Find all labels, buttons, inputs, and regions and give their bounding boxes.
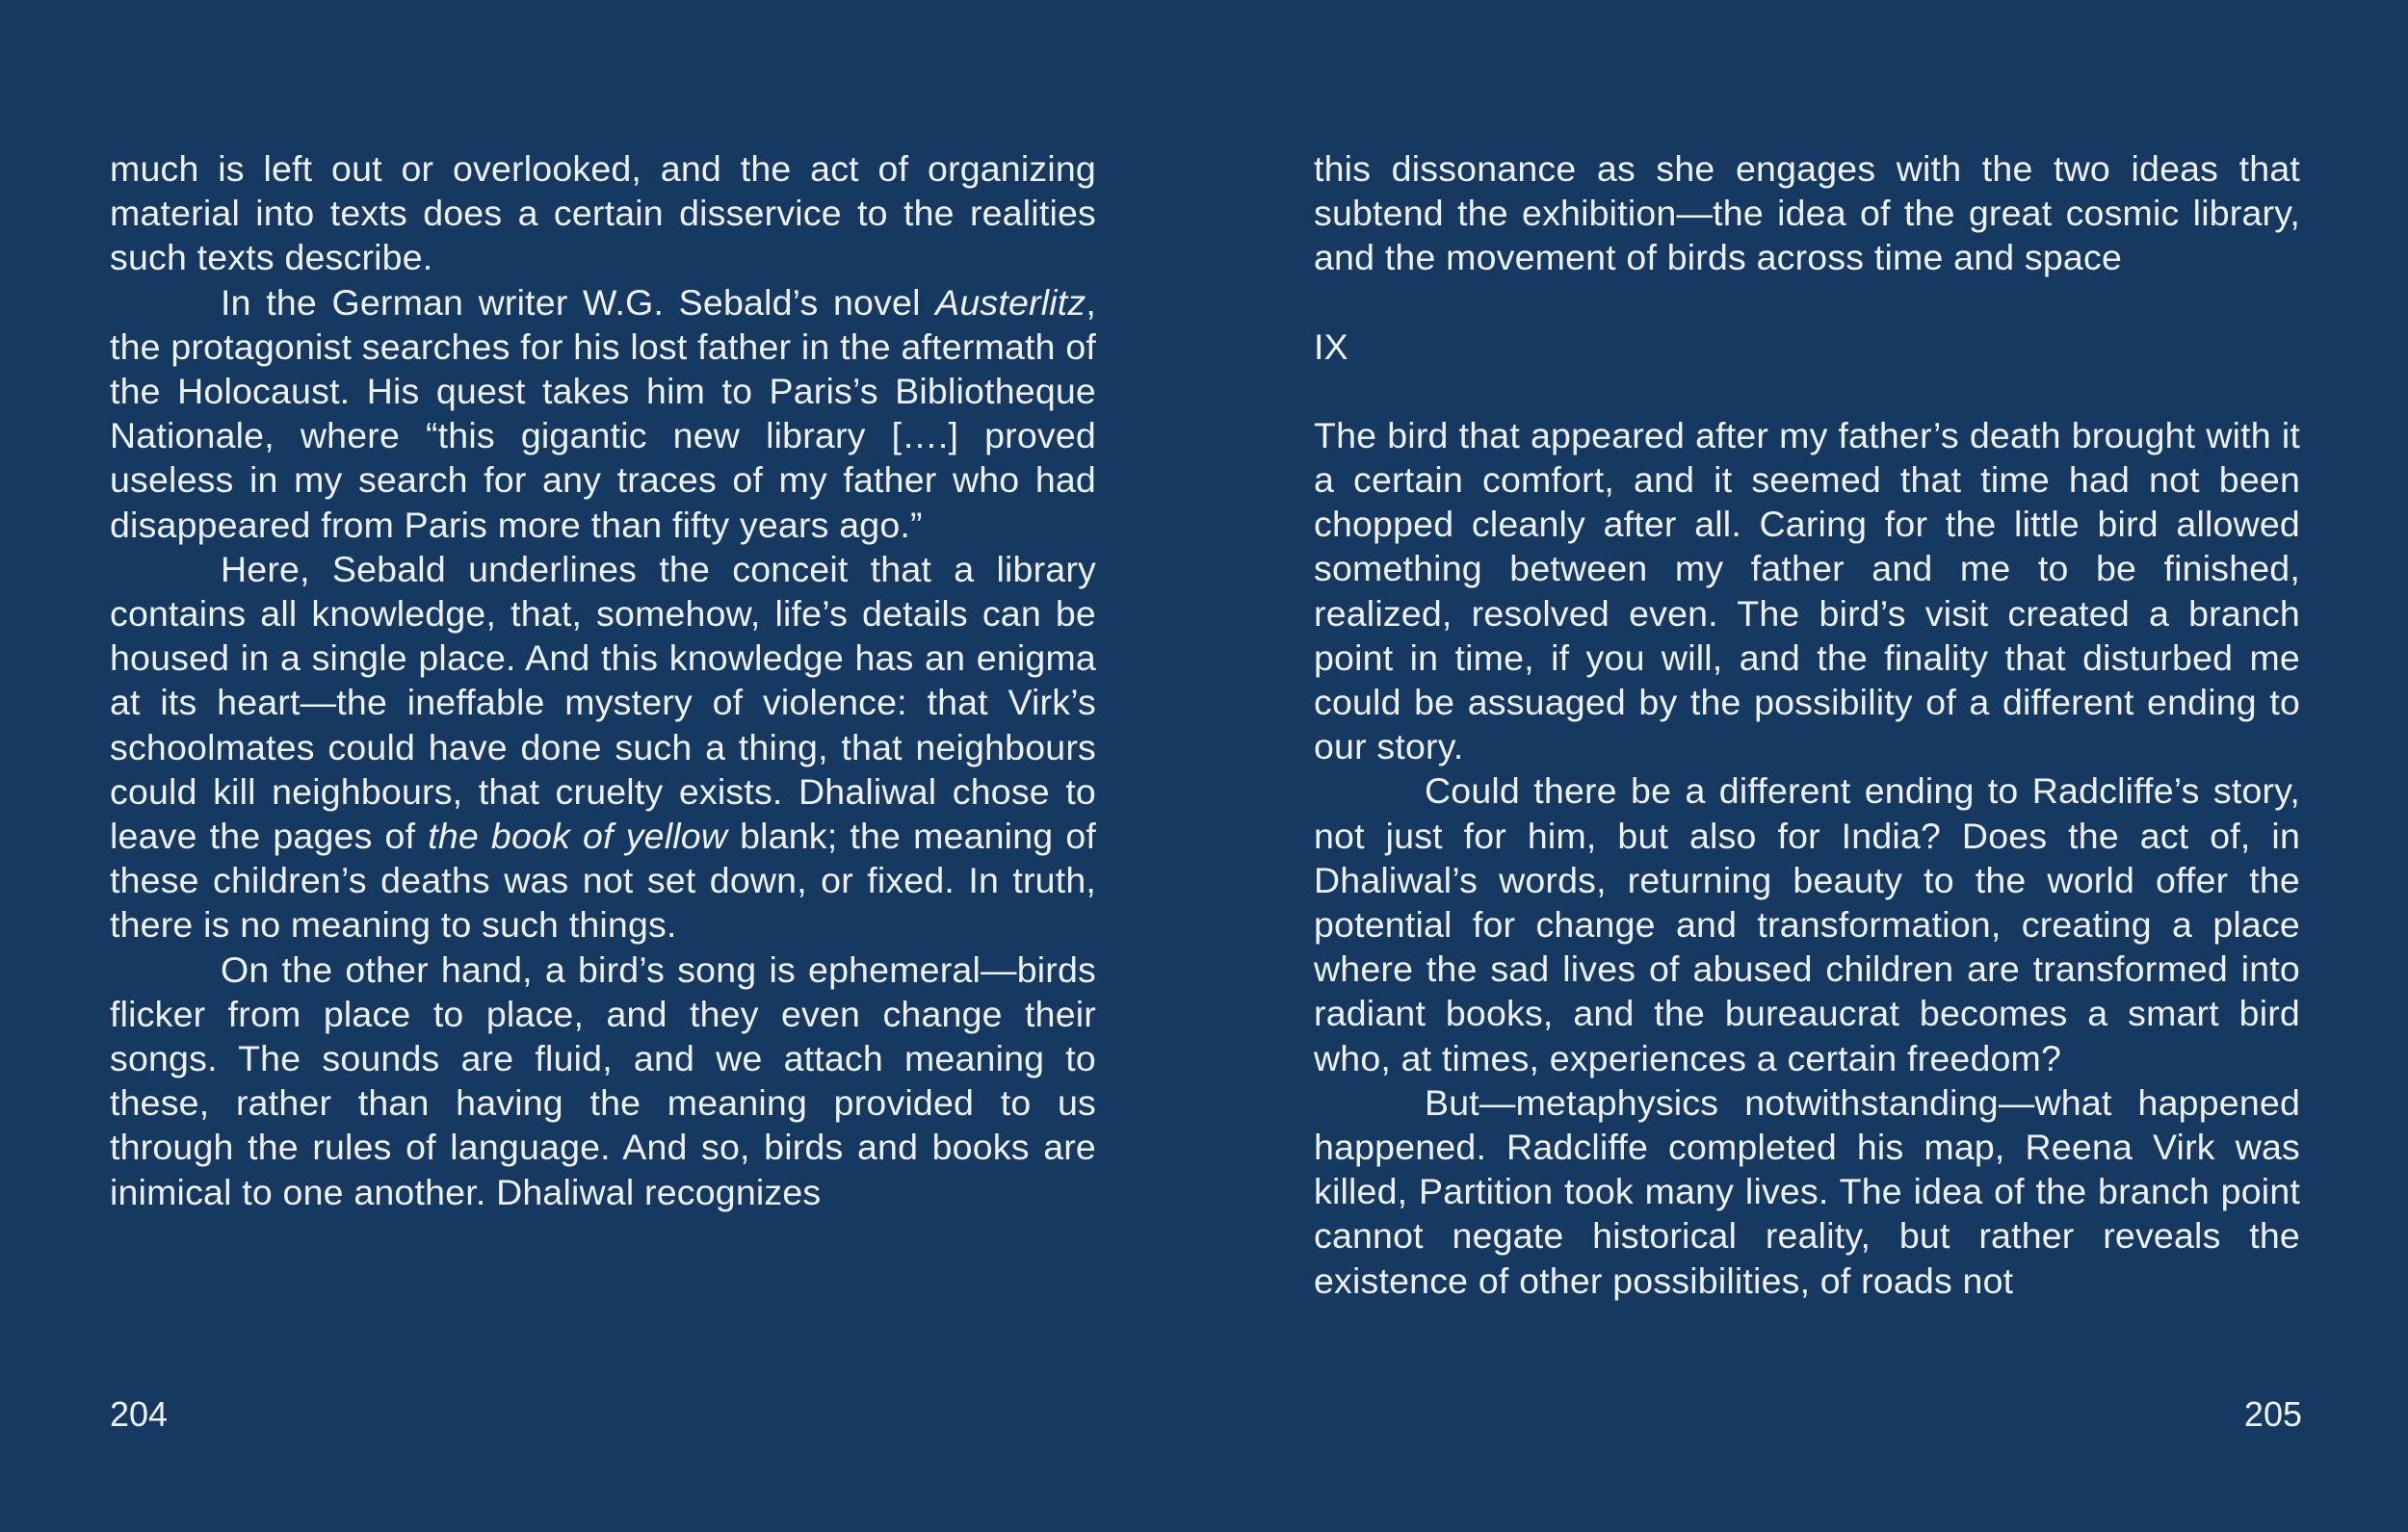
paragraph: On the other hand, a bird’s song is ephemeral—birds flicker from place to place, and they even change their songs. The sounds are fluid, and we attach meaning to these, rather than having the meaning provided to us through the rules of language. And so, birds and books are inimical to one another. Dhaliwal recognizes	[110, 948, 1096, 1212]
page-number-right: 205	[2243, 1394, 2302, 1434]
paragraph: much is left out or overlooked, and the act of organizing material into texts does a certain disservice to the realities such texts describe.	[110, 148, 1096, 278]
section-heading: IX	[1314, 325, 1348, 367]
left-page-body	[110, 146, 1096, 1214]
paragraph: this dissonance as she engages with the two ideas that subtend the exhibition—the idea of the great cosmic library, and the movement of birds across time and space	[1314, 148, 2300, 278]
page-number-left: 204	[110, 1394, 169, 1434]
right-page	[1314, 146, 2300, 1303]
paragraph: The bird that appeared after my father’s death brought with it a certain comfort, and it seemed that time had not been chopped cleanly after all. Caring for the little bird allowed something between my father and me to be finished, realized, resolved even. The bird’s visit created a branch point in time, if you will, and the finality that disturbed me could be assuaged by the possibility of a different ending to our story.	[1314, 414, 2300, 767]
right-page-body	[1314, 146, 2300, 1303]
paragraph: Here, Sebald underlines the conceit that a library contains all knowledge, that, somehow, life’s details can be housed in a single place. And this knowledge has an enigma at its heart—the ineffable mystery of violence: that Virk’s schoolmates could have done such a thing, that neighbours could kill neighbours, that cruelty exists. Dhaliwal chose to leave the pages of the book of yellow blank; the meaning of these children’s deaths was not set down, or fixed. In truth, there is no meaning to such things.	[110, 548, 1096, 946]
paragraph: In the German writer W.G. Sebald’s novel Austerlitz, the protagonist searches for his lost father in the aftermath of the Holocaust. His quest takes him to Paris’s Bibliotheque Nationale, where “this gigantic new library [….] proved useless in my search for any traces of my father who had disappeared from Paris more than fifty years ago.”	[110, 281, 1096, 545]
book-title-italic: Austerlitz	[935, 281, 1086, 323]
paragraph: Could there be a different ending to Radcliffe’s story, not just for him, but also for India? Does the act of, in Dhaliwal’s words, returning beauty to the world offer the potential for change and transformation, creating a place where the sad lives of abused children are transformed into radiant books, and the bureaucrat becomes a smart bird who, at times, experiences a certain freedom?	[1314, 770, 2300, 1078]
artwork-title-italic: the book of yellow	[428, 816, 728, 857]
left-page	[110, 146, 1096, 1214]
paragraph: But—metaphysics notwithstanding—what happened happened. Radcliffe completed his map, Reena Virk was killed, Partition took many lives. The idea of the branch point cannot negate historical reality, but rather reveals the existence of other possibilities, of roads not	[1314, 1081, 2300, 1301]
